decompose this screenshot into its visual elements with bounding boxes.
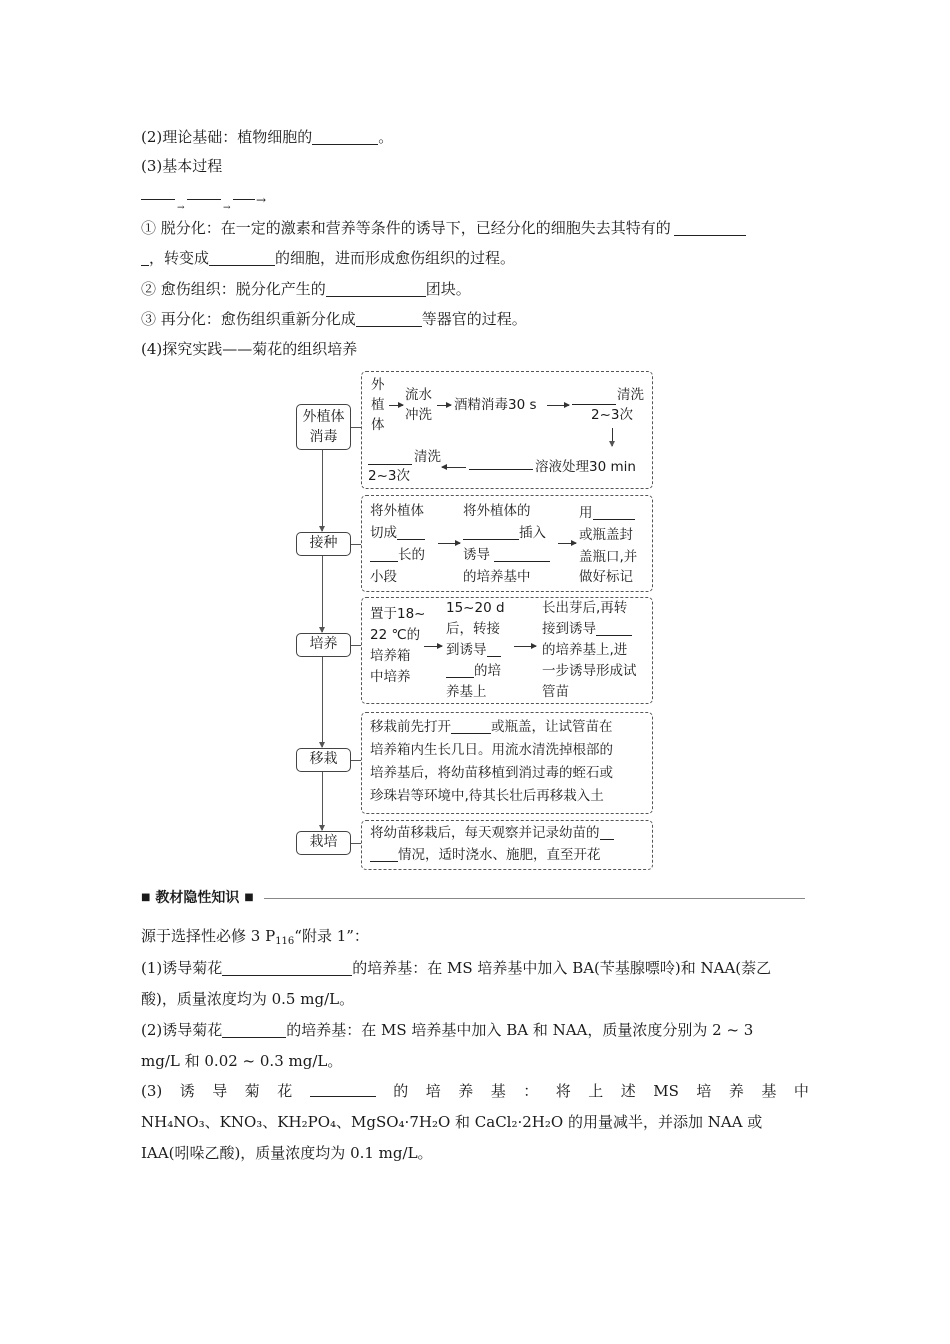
answer-blank [356,311,422,327]
inoc-c2-1: 将外植体的 [463,503,531,519]
item1-line1: (1)诱导菊花 的培养基：在 MS 培养基中加入 BA(苄基腺嘌呤)和 NAA(萘乙 [141,959,772,977]
solution-text: 溶液处理30 min [535,459,636,475]
answer-blank [312,129,378,145]
transplant-1: 移栽前先打开 或瓶盖，让试管苗在 [370,719,613,735]
theory-basis-suffix: 。 [378,128,394,146]
inoc-c1-4: 小段 [370,569,397,585]
arrow [558,543,576,544]
cult-c2-5: 养基上 [446,684,487,700]
explant-1: 外 [371,377,385,393]
dedifferentiation-line-1 [141,218,746,238]
item3-line1: (3) 诱 导 菊 花 的 培 养 基 ： 将 上 述 MS 培 养 基 中 [141,1082,809,1100]
culture-detail-box [361,597,653,704]
answer-blank [469,454,533,470]
cult-c1-1: 置于18~ [370,606,426,622]
cult-c2-2: 后，转接 [446,621,500,637]
process-title: (3)基本过程 [141,157,223,175]
section-divider [264,898,805,899]
transplant-3: 培养基后，将幼苗移植到消过毒的蛭石或 [370,765,613,781]
wash-2-times: 2~3次 [368,468,410,484]
inoc-c3-4: 做好标记 [579,569,633,585]
arrow [424,646,442,647]
wash-1: 清洗 [617,387,644,403]
alcohol-text: 酒精消毒30 s [454,397,537,413]
dedifferentiation-text-3: 的细胞，进而形成愈伤组织的过程。 [275,249,516,267]
arrow [514,646,536,647]
explant-3: 体 [371,417,385,433]
inoculate-detail-box [361,495,653,592]
rinse-2: 冲洗 [405,407,432,423]
item3-line2: NH₄NO₃、KNO₃、KH₂PO₄、MgSO₄·7H₂O 和 CaCl₂·2H₂O 的用量减半，并添加 NAA 或 [141,1113,763,1131]
wash-1-times: 2~3次 [591,407,633,423]
cult-c2-4: 的培 [446,661,501,681]
answer-blank [326,281,426,297]
item3-line3: IAA(吲哚乙酸)，质量浓度均为 0.1 mg/L。 [141,1144,433,1162]
flow-arrow [322,772,323,830]
step-inoculate: 接种 [296,532,351,556]
inoc-c1-2: 切成 [370,523,425,543]
callus-line [141,279,471,299]
cult-c3-3: 的培养基上,进 [542,642,628,658]
wash-2: 清洗 [414,449,441,465]
cult-c3-2: 接到诱导 [542,619,632,639]
cult-c3-1: 长出芽后,再转 [542,600,628,616]
answer-blank [572,389,616,405]
cult-c1-2: 22 ℃的 [370,627,421,643]
process-arrow-blanks: → → → [141,186,281,206]
inoc-c2-3: 诱导 [463,545,550,565]
cult-c2-1: 15~20 d [446,600,505,616]
cult-c3-4: 一步诱导形成试 [542,663,637,679]
step-disinfect [296,404,351,450]
inoc-c2-4: 的培养基中 [463,569,531,585]
inoc-c1-1: 将外植体 [370,503,424,519]
cultivate-1: 将幼苗移栽后，每天观察并记录幼苗的 [370,823,614,843]
theory-basis-line [141,127,393,147]
item1-line2: 酸)，质量浓度均为 0.5 mg/L。 [141,990,355,1008]
cult-c1-4: 中培养 [370,669,411,685]
cultivate-2: 情况，适时浇水、施肥，直至开花 [370,845,601,865]
callus-text: ② 愈伤组织：脱分化产生的 [141,280,326,298]
cult-c2-3: 到诱导 [446,640,501,660]
dedifferentiation-text: ① 脱分化：在一定的激素和营养等条件的诱导下，已经分化的细胞失去其特有的 [141,219,671,237]
section-title-text: 教材隐性知识 [155,890,240,906]
cult-c3-5: 管苗 [542,684,569,700]
flow-arrow [322,448,323,531]
step-transplant: 移栽 [296,748,351,772]
cult-c1-3: 培养箱 [370,648,411,664]
source-line: 源于选择性必修 3 $P_{116}“$附录 1”： [141,927,369,947]
dedifferentiation-line-2 [141,248,515,268]
step-disinfect-line1: 外植体 [302,409,345,425]
arrow [612,428,613,446]
arrow [547,405,569,406]
redifferentiation-text: ③ 再分化：愈伤组织重新分化成 [141,310,356,328]
item2-line2: mg/L 和 0.02 ~ 0.3 mg/L。 [141,1052,343,1070]
flow-arrow [322,657,323,747]
answer-blank [209,250,275,266]
redifferentiation-line [141,309,527,329]
arrow [389,405,403,406]
step-culture: 培养 [296,633,351,657]
inoc-c3-2: 或瓶盖封 [579,527,633,543]
answer-blank [674,220,746,236]
arrow [438,543,460,544]
theory-basis-text: (2)理论基础：植物细胞的 [141,128,313,146]
arrow [442,467,466,468]
item2-line1: (2)诱导菊花 的培养基：在 MS 培养基中加入 BA 和 NAA，质量浓度分别为 2 ~ 3 [141,1021,754,1039]
transplant-4: 珍珠岩等环境中,待其长壮后再移栽入土 [370,788,604,804]
rinse-1: 流水 [405,387,432,403]
step-disinfect-line2: 消毒 [309,429,338,445]
answer-blank [368,449,412,465]
inoc-c1-3: 长的 [370,545,425,565]
inoc-c3-1: 用 [579,503,635,523]
section-title: ■ 教材隐性知识 ■ [141,890,254,906]
arrow [437,405,451,406]
inoc-c3-3: 盖瓶口,并 [579,549,638,565]
inoc-c2-2: 插入 [463,523,546,543]
redifferentiation-suffix: 等器官的过程。 [421,310,527,328]
practice-title: (4)探究实践——菊花的组织培养 [141,340,358,358]
transplant-detail-box [361,712,653,814]
disinfect-detail-box [361,371,653,489]
flow-arrow [322,556,323,632]
callus-suffix: 团块。 [425,280,471,298]
cultivate-detail-box [361,820,653,870]
answer-blank [141,250,149,266]
explant-2: 植 [371,397,385,413]
transplant-2: 培养箱内生长几日。用流水清洗掉根部的 [370,742,613,758]
step-cultivate: 栽培 [296,831,351,855]
dedifferentiation-text-2: ，转变成 [149,249,210,267]
